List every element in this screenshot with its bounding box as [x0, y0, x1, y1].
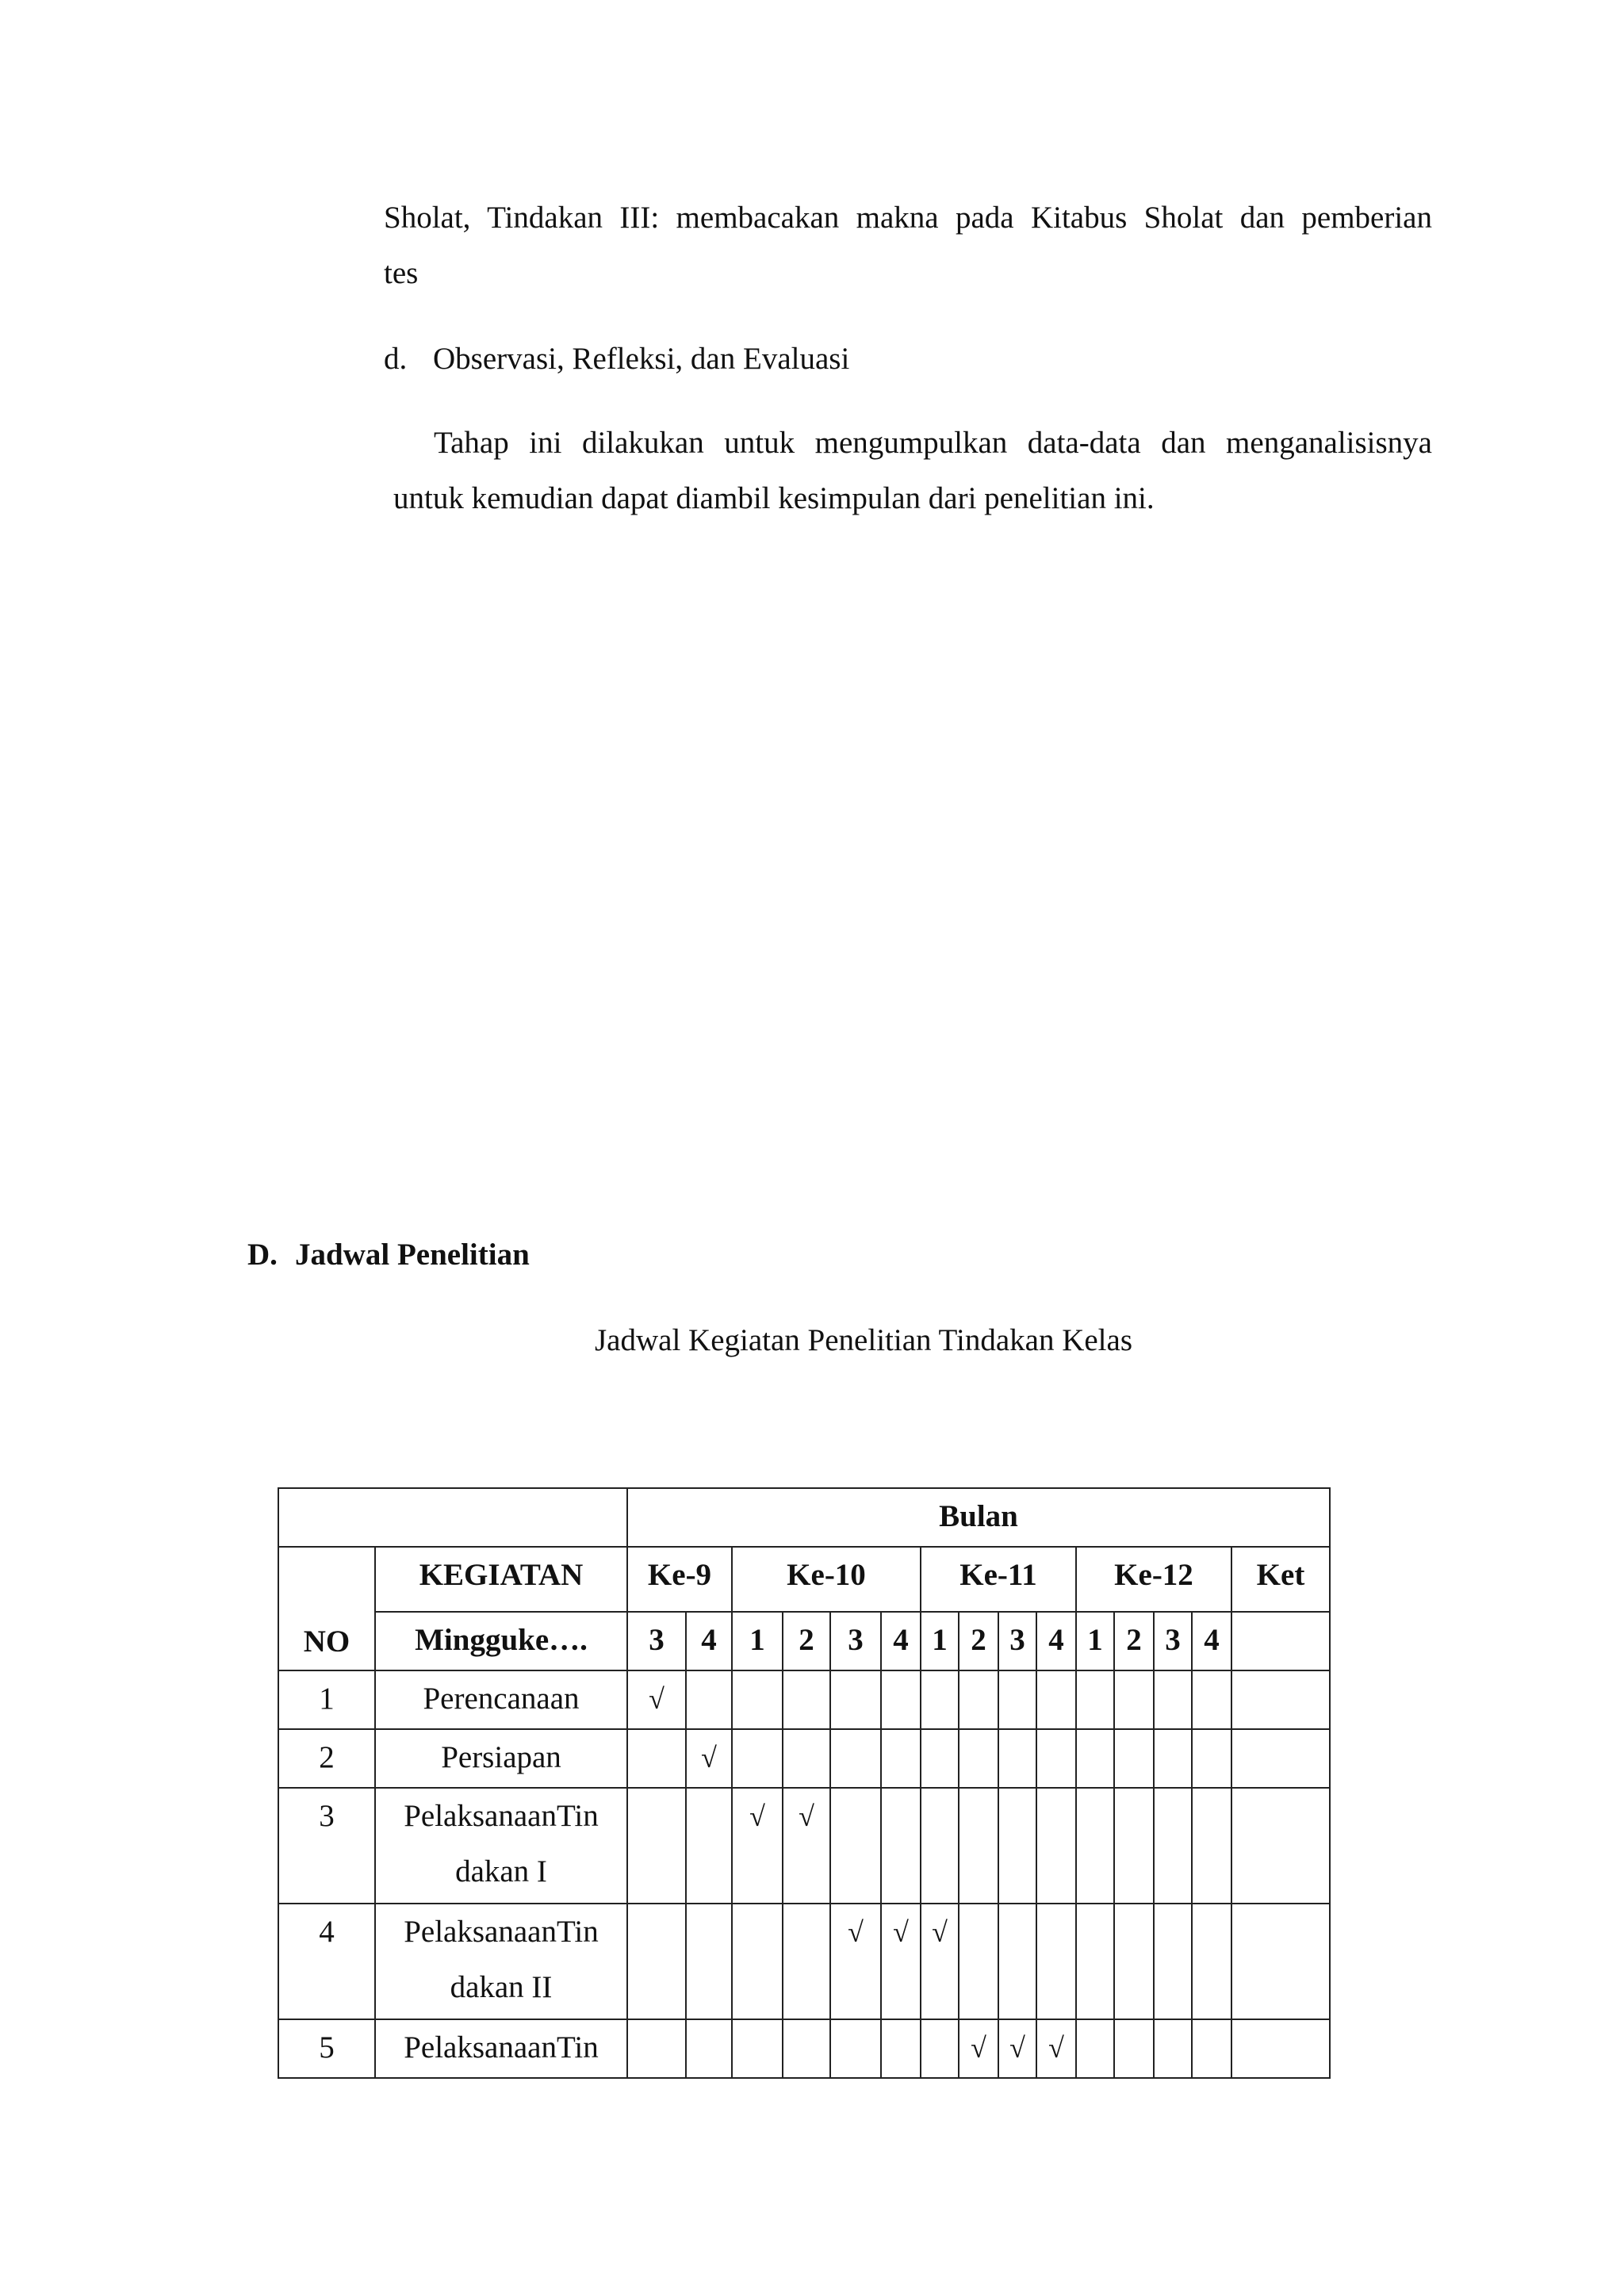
- week-cell: [1154, 1904, 1192, 2019]
- row-number: 4: [278, 1904, 375, 2019]
- activity-name: PelaksanaanTin: [404, 1799, 599, 1833]
- schedule-table: [278, 1487, 1331, 2079]
- week-cell: [830, 1670, 881, 1729]
- kegiatan-header: KEGIATAN: [375, 1547, 627, 1612]
- week-cell: [686, 2019, 732, 2078]
- week-cell: [998, 1729, 1036, 1788]
- check-mark-cell: √: [921, 1904, 959, 2019]
- week-cell: [627, 1904, 686, 2019]
- week-header: 4: [686, 1612, 732, 1670]
- week-cell: [1114, 1904, 1154, 2019]
- paragraph-line: tes: [384, 256, 419, 290]
- week-cell: [881, 1670, 921, 1729]
- month-header: Ke-10: [732, 1547, 921, 1612]
- week-cell: [1036, 1788, 1076, 1904]
- week-cell: [1036, 1904, 1076, 2019]
- week-cell: [1114, 1729, 1154, 1788]
- week-cell: [783, 1670, 830, 1729]
- activity-name: Persiapan: [441, 1740, 561, 1774]
- row-number: 1: [278, 1670, 375, 1729]
- check-mark-cell: √: [998, 2019, 1036, 2078]
- table-caption: Jadwal Kegiatan Penelitian Tindakan Kelas: [594, 1323, 1133, 1357]
- week-cell: [1154, 2019, 1192, 2078]
- check-mark-cell: √: [686, 1729, 732, 1788]
- week-cell: [732, 1904, 783, 2019]
- week-header: 1: [1076, 1612, 1114, 1670]
- week-cell: [921, 1788, 959, 1904]
- week-cell: [1076, 1788, 1114, 1904]
- week-cell: [1114, 1788, 1154, 1904]
- table-row: [278, 2019, 1330, 2078]
- row-number: 3: [278, 1788, 375, 1904]
- week-cell: [830, 1729, 881, 1788]
- week-cell: [1114, 1670, 1154, 1729]
- week-cell: [686, 1670, 732, 1729]
- activity-cell: [375, 1729, 627, 1788]
- list-item-d: [384, 331, 849, 387]
- week-cell: [1076, 1729, 1114, 1788]
- week-cell: [783, 1904, 830, 2019]
- week-cell: [1192, 2019, 1231, 2078]
- week-header: 3: [830, 1612, 881, 1670]
- activity-name: Perencanaan: [423, 1682, 580, 1716]
- paragraph-line: untuk kemudian dapat diambil kesimpulan dari penelitian ini.: [393, 481, 1155, 515]
- week-cell: [881, 1729, 921, 1788]
- row-number: 2: [278, 1729, 375, 1788]
- week-header: 3: [998, 1612, 1036, 1670]
- no-header: NO: [278, 1547, 375, 1670]
- activity-name-cont: dakan I: [455, 1854, 547, 1888]
- week-cell: [959, 1670, 998, 1729]
- week-cell: [1192, 1670, 1231, 1729]
- activity-cell: [375, 1904, 627, 2019]
- section-heading: [247, 1227, 530, 1283]
- table-row: [278, 1788, 1330, 1904]
- activity-cell: [375, 1670, 627, 1729]
- row-number: 5: [278, 2019, 375, 2078]
- week-cell: [627, 2019, 686, 2078]
- ket-header: Ket: [1231, 1547, 1330, 1612]
- week-cell: [732, 1670, 783, 1729]
- week-cell: [1114, 2019, 1154, 2078]
- mingguke-header: Mingguke….: [375, 1612, 627, 1670]
- check-mark-cell: √: [1036, 2019, 1076, 2078]
- week-header: 2: [1114, 1612, 1154, 1670]
- week-header: 3: [1154, 1612, 1192, 1670]
- week-cell: [921, 1670, 959, 1729]
- week-cell: [1154, 1670, 1192, 1729]
- check-mark-cell: √: [732, 1788, 783, 1904]
- paragraph-line: Sholat, Tindakan III: membacakan makna pada Kitabus Sholat dan pemberian: [384, 201, 1432, 235]
- check-mark-cell: √: [783, 1788, 830, 1904]
- check-mark-cell: √: [627, 1670, 686, 1729]
- table-header-row: [278, 1612, 1330, 1670]
- week-header: 4: [881, 1612, 921, 1670]
- week-cell: [1076, 1670, 1114, 1729]
- check-mark-cell: √: [881, 1904, 921, 2019]
- week-cell: [959, 1729, 998, 1788]
- week-cell: [959, 1904, 998, 2019]
- week-header: 1: [732, 1612, 783, 1670]
- week-cell: [959, 1788, 998, 1904]
- week-header: 4: [1036, 1612, 1076, 1670]
- table-corner-cell: [278, 1488, 627, 1547]
- week-cell: [998, 1670, 1036, 1729]
- week-cell: [732, 1729, 783, 1788]
- table-header-row: [278, 1547, 1330, 1612]
- table-row: [278, 1729, 1330, 1788]
- month-header: Ke-9: [627, 1547, 732, 1612]
- week-cell: [1192, 1904, 1231, 2019]
- week-cell: [686, 1788, 732, 1904]
- list-marker: d.: [384, 342, 408, 376]
- bulan-header: Bulan: [627, 1488, 1330, 1547]
- table-row: [278, 1670, 1330, 1729]
- ket-cell: [1231, 2019, 1330, 2078]
- week-cell: [830, 2019, 881, 2078]
- ket-cell: [1231, 1670, 1330, 1729]
- activity-name: PelaksanaanTin: [404, 2030, 599, 2064]
- week-cell: [1076, 2019, 1114, 2078]
- week-cell: [1036, 1729, 1076, 1788]
- week-header: 2: [959, 1612, 998, 1670]
- week-cell: [627, 1788, 686, 1904]
- week-cell: [783, 2019, 830, 2078]
- week-cell: [921, 1729, 959, 1788]
- week-header: 2: [783, 1612, 830, 1670]
- week-header: 3: [627, 1612, 686, 1670]
- month-header: Ke-11: [921, 1547, 1076, 1612]
- week-cell: [1076, 1904, 1114, 2019]
- ket-cell: [1231, 1788, 1330, 1904]
- week-cell: [686, 1904, 732, 2019]
- week-cell: [1036, 1670, 1076, 1729]
- week-cell: [1154, 1788, 1192, 1904]
- table-header-row: [278, 1488, 1330, 1547]
- week-cell: [998, 1904, 1036, 2019]
- ket-cell: [1231, 1729, 1330, 1788]
- section-letter: D.: [247, 1238, 278, 1272]
- week-cell: [830, 1788, 881, 1904]
- week-cell: [783, 1729, 830, 1788]
- check-mark-cell: √: [959, 2019, 998, 2078]
- activity-cell: [375, 2019, 627, 2078]
- activity-cell: [375, 1788, 627, 1904]
- week-cell: [881, 1788, 921, 1904]
- week-cell: [921, 2019, 959, 2078]
- check-mark-cell: √: [830, 1904, 881, 2019]
- paragraph-line: Tahap ini dilakukan untuk mengumpulkan data-data dan menganalisisnya: [434, 426, 1432, 460]
- month-header: Ke-12: [1076, 1547, 1231, 1612]
- activity-name-cont: dakan II: [450, 1970, 553, 2004]
- week-cell: [732, 2019, 783, 2078]
- table-row: [278, 1904, 1330, 2019]
- week-cell: [627, 1729, 686, 1788]
- week-cell: [1192, 1729, 1231, 1788]
- week-cell: [1192, 1788, 1231, 1904]
- week-cell: [1154, 1729, 1192, 1788]
- week-header: 1: [921, 1612, 959, 1670]
- ket-cell: [1231, 1904, 1330, 2019]
- activity-name: PelaksanaanTin: [404, 1915, 599, 1949]
- week-cell: [998, 1788, 1036, 1904]
- week-cell: [881, 2019, 921, 2078]
- week-header: 4: [1192, 1612, 1231, 1670]
- ket-cell: [1231, 1612, 1330, 1670]
- list-item-label: Observasi, Refleksi, dan Evaluasi: [433, 342, 850, 376]
- section-title: Jadwal Penelitian: [295, 1238, 530, 1272]
